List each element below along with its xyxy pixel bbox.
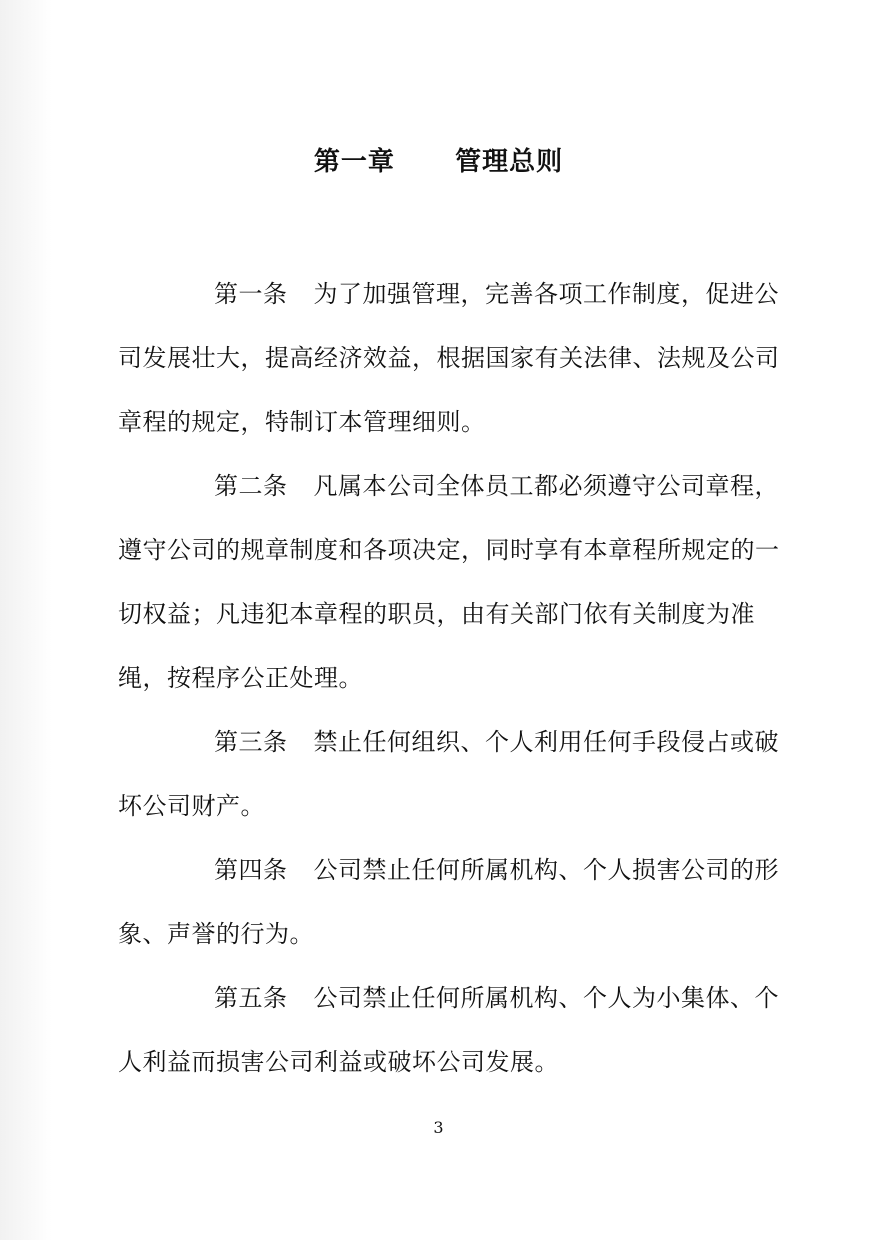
article-text: 凡属本公司全体员工都必须遵守公司章程，遵守公司的规章制度和各项决定，同时享有本章程所规定的一切权益；凡违犯本章程的职员，由有关部门依有关制度为准绳，按程序公正处理。 bbox=[118, 472, 780, 692]
document-body bbox=[118, 262, 786, 1094]
article-number: 第四条 bbox=[214, 856, 288, 884]
article-number: 第二条 bbox=[214, 472, 288, 500]
article-2 bbox=[118, 454, 786, 710]
article-number: 第一条 bbox=[214, 280, 288, 308]
article-5 bbox=[118, 966, 786, 1094]
article-text: 公司禁止任何所属机构、个人为小集体、个人利益而损害公司利益或破坏公司发展。 bbox=[118, 984, 779, 1076]
page-edge-shadow bbox=[0, 0, 52, 1240]
article-text: 公司禁止任何所属机构、个人损害公司的形象、声誉的行为。 bbox=[118, 856, 779, 948]
article-4 bbox=[118, 838, 786, 966]
page-number: 3 bbox=[433, 1118, 444, 1137]
article-text: 禁止任何组织、个人利用任何手段侵占或破坏公司财产。 bbox=[118, 728, 779, 820]
article-number: 第三条 bbox=[214, 728, 288, 756]
article-text: 为了加强管理，完善各项工作制度，促进公司发展壮大，提高经济效益，根据国家有关法律、法规及公司章程的规定，特制订本管理细则。 bbox=[118, 280, 780, 436]
chapter-title: 第一章 管理总则 bbox=[313, 147, 564, 177]
article-3 bbox=[118, 710, 786, 838]
article-number: 第五条 bbox=[214, 984, 288, 1012]
article-1 bbox=[118, 262, 786, 454]
